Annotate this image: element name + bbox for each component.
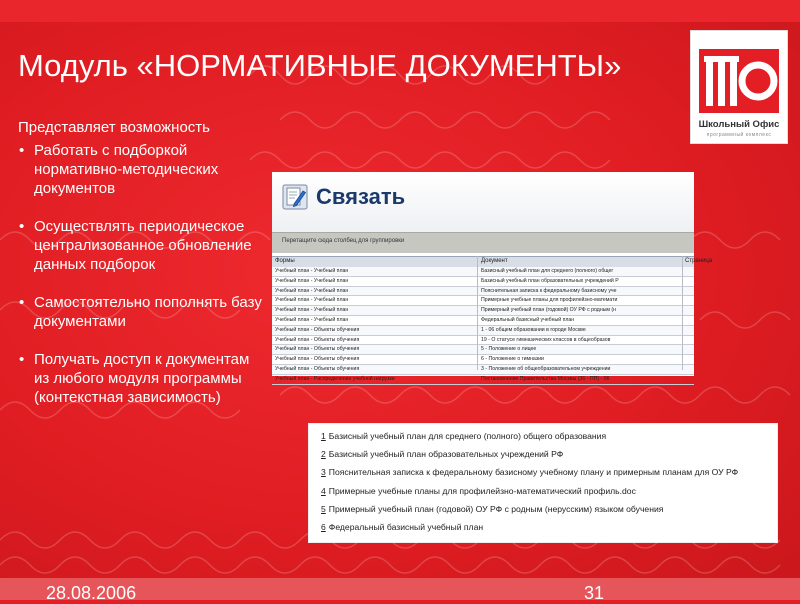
table-cell: Учебный план - Объекты обучения xyxy=(275,346,360,353)
table-cell: Учебный план - Объекты обучения xyxy=(275,356,360,363)
feature-bullet: • Работать с подборкой нормативно-методических документов xyxy=(18,141,268,198)
feature-bullet: • Осуществлять периодическое централизованное обновление данных подборок xyxy=(18,217,268,274)
grid-body xyxy=(272,267,694,385)
table-row[interactable] xyxy=(272,296,694,306)
document-link-label: Базисный учебный план для среднего (полного) общего образования xyxy=(328,431,607,441)
document-link-number[interactable]: 6 xyxy=(321,522,326,532)
table-row[interactable] xyxy=(272,306,694,316)
window-header xyxy=(272,172,694,232)
table-cell: 6 - Положение о гимназии xyxy=(481,356,544,363)
table-row[interactable] xyxy=(272,267,694,277)
document-link[interactable] xyxy=(321,467,738,477)
document-link-label: Федеральный базисный учебный план xyxy=(328,522,484,532)
table-cell: Примерные учебные планы для профилейзно-математи xyxy=(481,297,618,304)
table-row[interactable] xyxy=(272,345,694,355)
feature-bullet: • Получать доступ к документам из любого модуля программы (контекстная зависимость) xyxy=(18,350,268,407)
document-link-label: Примерные учебные планы для профилейзно-математический профиль.doc xyxy=(328,485,636,496)
table-row[interactable] xyxy=(272,326,694,336)
footer-date: 28.08.2006 xyxy=(46,583,137,603)
group-by-panel[interactable] xyxy=(272,232,694,253)
document-link[interactable] xyxy=(321,449,563,459)
table-cell: Учебный план - Объекты обучения xyxy=(275,365,360,372)
description-text xyxy=(18,118,268,426)
document-link-label: Пояснительная записка к федеральному базисному учебному плану и примерным планам для ОУ РФ xyxy=(328,467,739,478)
column-divider xyxy=(682,256,683,370)
document-link-number[interactable]: 1 xyxy=(321,431,326,441)
document-link-label: Базисный учебный план образовательных учреждений РФ xyxy=(328,449,564,460)
feature-bullet: • Самостоятельно пополнять базу документами xyxy=(18,293,268,331)
document-link-number[interactable]: 5 xyxy=(321,503,326,514)
table-row[interactable] xyxy=(272,375,694,385)
column-divider xyxy=(477,256,478,370)
table-cell: Базисный учебный план для среднего (полного) общег xyxy=(481,268,614,274)
page-number: 31 xyxy=(584,583,605,603)
table-cell: Учебный план - Объекты обучения xyxy=(275,336,360,343)
table-cell: Базисный учебный план образовательных учреждений Р xyxy=(481,277,619,284)
lead-text: Представляет возможность xyxy=(18,119,210,136)
school-office-logo xyxy=(690,30,788,144)
edit-document-icon xyxy=(282,184,308,210)
table-cell: 19 - О статусе гимназических классов в общеобразов xyxy=(481,336,611,343)
table-row[interactable] xyxy=(272,277,694,287)
column-header-document[interactable]: Документ xyxy=(481,258,508,264)
table-cell: Учебный план - Учебный план xyxy=(275,316,349,323)
logo-name: Школьный Офис xyxy=(698,119,780,130)
table-cell: 3 - Положение об общеобразовательном учреждении xyxy=(481,365,611,372)
table-row[interactable] xyxy=(272,336,694,346)
table-cell: Учебный план - Распределение учебной нагрузки xyxy=(275,375,395,382)
top-band xyxy=(0,0,800,22)
link-documents-window xyxy=(272,172,713,382)
document-link-number[interactable]: 2 xyxy=(321,449,326,460)
table-cell: Учебный план - Объекты обучения xyxy=(275,326,360,333)
document-link-label: Примерный учебный план (годовой) ОУ РФ с родным (нерусским) языком обучения xyxy=(328,503,664,514)
group-by-hint: Перетащите сюда столбец для группировки xyxy=(282,238,405,244)
table-cell: Федеральный базисный учебный план xyxy=(481,316,575,323)
table-cell: Учебный план - Учебный план xyxy=(275,268,349,274)
document-link[interactable] xyxy=(321,504,663,514)
feature-list xyxy=(18,141,268,407)
table-row[interactable] xyxy=(272,287,694,297)
document-link[interactable] xyxy=(321,486,636,496)
table-row[interactable] xyxy=(272,316,694,326)
document-link[interactable] xyxy=(321,431,606,441)
table-cell: Учебный план - Учебный план xyxy=(275,297,349,304)
table-cell: 5 - Положение о лицее xyxy=(481,346,537,353)
logo-mark-icon xyxy=(691,31,787,117)
table-cell: Примерный учебный план (годовой) ОУ РФ с родным (н xyxy=(481,307,617,314)
document-link-number[interactable]: 4 xyxy=(321,485,326,496)
slide-title: Модуль «НОРМАТИВНЫЕ ДОКУМЕНТЫ» xyxy=(18,48,622,83)
document-link-list xyxy=(308,423,778,543)
table-row[interactable] xyxy=(272,355,694,365)
table-row[interactable] xyxy=(272,365,694,375)
table-cell: Учебный план - Учебный план xyxy=(275,287,349,294)
window-title: Связать xyxy=(316,184,406,209)
table-cell: Учебный план - Учебный план xyxy=(275,307,349,314)
column-header-forms[interactable]: Формы xyxy=(275,258,295,264)
table-cell: Постановление Правительства Москвы (36 - ПП) - 06 xyxy=(481,375,610,382)
document-link[interactable] xyxy=(321,522,483,532)
table-cell: 1 - 06 общем образовании в городе Москве xyxy=(481,326,586,333)
document-link-number[interactable]: 3 xyxy=(321,467,326,478)
logo-tagline: программный комплекс xyxy=(706,132,772,138)
column-header-page[interactable]: Страница xyxy=(685,258,713,264)
table-cell: Учебный план - Учебный план xyxy=(275,277,349,284)
table-cell: Пояснительная записка к федеральному базисному уче xyxy=(481,287,617,294)
